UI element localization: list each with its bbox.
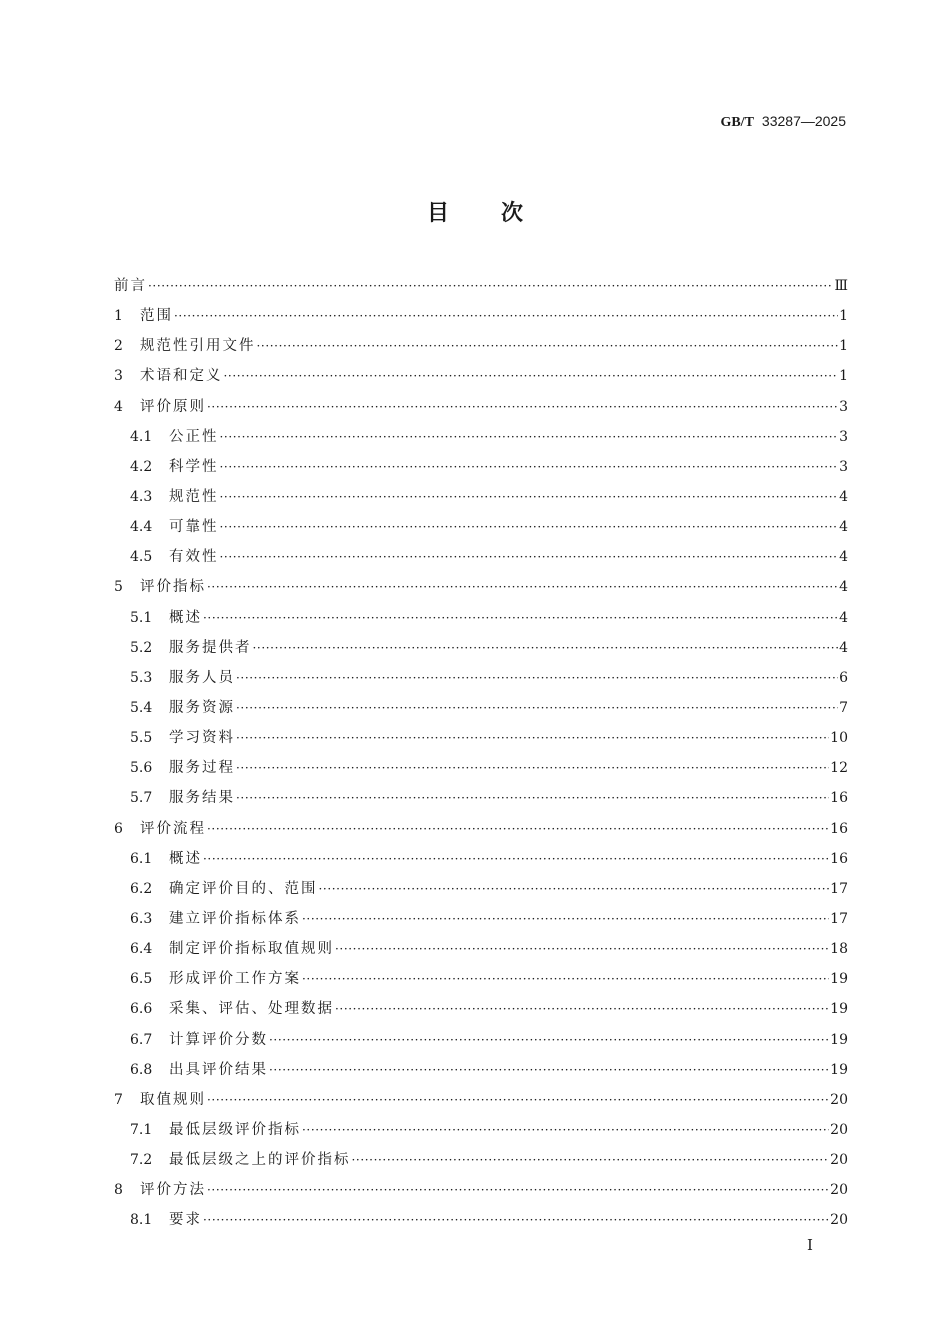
toc-entry-number: 7 [114, 1091, 123, 1108]
toc-dot-leader [236, 663, 838, 693]
toc-entry-label: 计算评价分数 [169, 1031, 268, 1048]
toc-entry-page: 7 [839, 699, 848, 716]
toc-entry-number: 8.1 [130, 1212, 153, 1229]
toc-entry[interactable] [114, 572, 848, 602]
toc-entry-label: 前言 [114, 278, 147, 294]
toc-entry[interactable] [114, 783, 848, 813]
toc-entry[interactable] [114, 392, 848, 422]
toc-entry-label: 有效性 [169, 549, 219, 566]
toc-entry-page: 16 [830, 790, 848, 807]
toc-entry[interactable] [114, 633, 848, 663]
toc-entry-number: 6.1 [130, 850, 153, 867]
toc-entry-label: 最低层级评价指标 [169, 1121, 301, 1138]
toc-entry-page: Ⅲ [834, 278, 848, 294]
toc-entry-label: 学习资料 [169, 730, 235, 747]
toc-dot-leader [302, 1115, 829, 1145]
toc-dot-leader [220, 512, 839, 542]
toc-dot-leader [203, 844, 829, 874]
toc-entry-page: 18 [830, 941, 848, 958]
toc-entry[interactable] [114, 331, 848, 361]
toc-entry-label: 服务人员 [169, 669, 235, 686]
toc-dot-leader [207, 1175, 829, 1205]
toc-entry[interactable] [114, 1145, 848, 1175]
standard-prefix: GB/T [720, 115, 754, 130]
page-number: Ⅰ [807, 1236, 813, 1254]
toc-entry-page: 4 [839, 488, 848, 505]
toc-entry-label: 采集、评估、处理数据 [169, 1001, 334, 1018]
toc-dot-leader [257, 331, 839, 361]
toc-entry-label: 制定评价指标取值规则 [169, 941, 334, 958]
toc-entry-page: 16 [830, 820, 848, 837]
toc-entry-number: 1 [114, 308, 123, 325]
table-of-contents [114, 271, 848, 1236]
toc-dot-leader [236, 753, 829, 783]
toc-entry-page: 4 [839, 519, 848, 536]
toc-entry[interactable] [114, 271, 848, 301]
toc-entry-label: 服务结果 [169, 790, 235, 807]
toc-entry-label: 规范性 [169, 488, 219, 505]
toc-entry-label: 评价指标 [140, 579, 206, 596]
toc-entry[interactable] [114, 934, 848, 964]
toc-entry-page: 3 [839, 398, 848, 415]
toc-dot-leader [352, 1145, 830, 1175]
toc-entry-label: 术语和定义 [140, 368, 223, 385]
toc-dot-leader [207, 814, 829, 844]
toc-entry-page: 17 [830, 880, 848, 897]
toc-entry-number: 4.3 [130, 488, 153, 505]
toc-entry-label: 规范性引用文件 [140, 338, 256, 355]
toc-entry[interactable] [114, 874, 848, 904]
toc-dot-leader [269, 1055, 829, 1085]
toc-entry-page: 20 [830, 1152, 848, 1169]
toc-entry-page: 3 [839, 428, 848, 445]
toc-entry-number: 5.3 [130, 669, 153, 686]
toc-entry-label: 评价原则 [140, 398, 206, 415]
toc-entry-label: 科学性 [169, 458, 219, 475]
toc-entry-label: 概述 [169, 609, 202, 626]
toc-dot-leader [207, 1085, 829, 1115]
toc-entry[interactable] [114, 301, 848, 331]
toc-entry-number: 6.7 [130, 1031, 153, 1048]
toc-entry-number: 4.5 [130, 549, 153, 566]
toc-entry-number: 6.5 [130, 971, 153, 988]
toc-entry-number: 6.2 [130, 880, 153, 897]
toc-entry[interactable] [114, 422, 848, 452]
toc-entry[interactable] [114, 904, 848, 934]
toc-entry[interactable] [114, 1025, 848, 1055]
toc-entry-label: 概述 [169, 850, 202, 867]
toc-entry-page: 19 [830, 1031, 848, 1048]
toc-entry-label: 最低层级之上的评价指标 [169, 1152, 351, 1169]
toc-entry-number: 5.6 [130, 760, 153, 777]
toc-dot-leader [253, 633, 839, 663]
toc-dot-leader [203, 1205, 829, 1235]
toc-dot-leader [224, 361, 839, 391]
toc-entry-page: 1 [839, 308, 848, 325]
toc-entry-label: 建立评价指标体系 [169, 910, 301, 927]
toc-entry[interactable] [114, 723, 848, 753]
toc-dot-leader [269, 1025, 829, 1055]
toc-entry-label: 服务资源 [169, 699, 235, 716]
toc-entry-number: 2 [114, 338, 123, 355]
toc-entry-page: 6 [839, 669, 848, 686]
toc-entry-number: 6 [114, 820, 123, 837]
toc-entry-number: 5.2 [130, 639, 153, 656]
toc-entry-page: 19 [830, 971, 848, 988]
toc-entry-label: 评价流程 [140, 820, 206, 837]
toc-dot-leader [207, 572, 838, 602]
toc-dot-leader [335, 934, 829, 964]
standard-code [720, 113, 846, 131]
toc-entry-number: 4.1 [130, 428, 153, 445]
toc-entry-page: 20 [830, 1212, 848, 1229]
toc-dot-leader [236, 783, 829, 813]
toc-dot-leader [220, 452, 839, 482]
toc-entry-page: 19 [830, 1061, 848, 1078]
toc-dot-leader [302, 964, 829, 994]
toc-entry-number: 6.6 [130, 1001, 153, 1018]
toc-entry[interactable] [114, 753, 848, 783]
toc-entry-number: 7.1 [130, 1121, 153, 1138]
toc-entry-page: 17 [830, 910, 848, 927]
toc-entry-page: 4 [839, 639, 848, 656]
toc-dot-leader [148, 271, 833, 301]
toc-dot-leader [319, 874, 830, 904]
toc-entry-page: 4 [839, 609, 848, 626]
toc-title: 目次 [426, 201, 575, 226]
toc-entry-label: 出具评价结果 [169, 1061, 268, 1078]
toc-entry-page: 19 [830, 1001, 848, 1018]
toc-entry[interactable] [114, 814, 848, 844]
toc-entry-page: 16 [830, 850, 848, 867]
toc-entry-number: 6.8 [130, 1061, 153, 1078]
toc-entry[interactable] [114, 1055, 848, 1085]
toc-entry[interactable] [114, 663, 848, 693]
toc-entry[interactable] [114, 1175, 848, 1205]
toc-entry-label: 可靠性 [169, 519, 219, 536]
toc-entry-label: 公正性 [169, 428, 219, 445]
toc-entry-label: 取值规则 [140, 1091, 206, 1108]
toc-entry-page: 1 [839, 338, 848, 355]
toc-entry-label: 评价方法 [140, 1182, 206, 1199]
toc-entry-label: 服务提供者 [169, 639, 252, 656]
toc-entry-page: 12 [830, 760, 848, 777]
toc-entry-label: 形成评价工作方案 [169, 971, 301, 988]
toc-dot-leader [207, 392, 838, 422]
toc-dot-leader [220, 422, 839, 452]
toc-entry-page: 10 [830, 730, 848, 747]
toc-entry-number: 5.7 [130, 790, 153, 807]
toc-entry-number: 5.1 [130, 609, 153, 626]
toc-entry-number: 8 [114, 1182, 123, 1199]
toc-entry-number: 5 [114, 579, 123, 596]
toc-entry-number: 3 [114, 368, 123, 385]
toc-entry-page: 4 [839, 549, 848, 566]
toc-entry-number: 5.4 [130, 699, 153, 716]
standard-number: 33287—2025 [761, 113, 846, 129]
toc-entry[interactable] [114, 512, 848, 542]
toc-entry[interactable] [114, 1085, 848, 1115]
toc-entry[interactable] [114, 964, 848, 994]
toc-entry-page: 20 [830, 1121, 848, 1138]
toc-entry-number: 7.2 [130, 1152, 153, 1169]
toc-entry-number: 6.4 [130, 941, 153, 958]
toc-entry-number: 5.5 [130, 730, 153, 747]
toc-entry[interactable] [114, 452, 848, 482]
toc-entry-number: 6.3 [130, 910, 153, 927]
toc-entry[interactable] [114, 482, 848, 512]
toc-entry-page: 1 [839, 368, 848, 385]
toc-entry-number: 4.4 [130, 519, 153, 536]
toc-entry-number: 4 [114, 398, 123, 415]
toc-dot-leader [236, 693, 838, 723]
toc-entry[interactable] [114, 542, 848, 572]
toc-entry-label: 确定评价目的、范围 [169, 880, 318, 897]
toc-dot-leader [220, 542, 839, 572]
toc-entry-page: 4 [839, 579, 848, 596]
toc-dot-leader [220, 482, 839, 512]
toc-entry-label: 范围 [140, 308, 173, 325]
toc-entry[interactable] [114, 603, 848, 633]
toc-entry-page: 3 [839, 458, 848, 475]
toc-dot-leader [203, 603, 838, 633]
toc-dot-leader [335, 994, 829, 1024]
toc-entry[interactable] [114, 1205, 848, 1235]
toc-dot-leader [174, 301, 838, 331]
toc-entry[interactable] [114, 844, 848, 874]
toc-entry-label: 服务过程 [169, 760, 235, 777]
toc-entry-label: 要求 [169, 1212, 202, 1229]
toc-dot-leader [236, 723, 829, 753]
toc-entry[interactable] [114, 994, 848, 1024]
toc-dot-leader [302, 904, 829, 934]
toc-entry[interactable] [114, 693, 848, 723]
toc-entry-page: 20 [830, 1091, 848, 1108]
toc-entry-page: 20 [830, 1182, 848, 1199]
toc-entry[interactable] [114, 1115, 848, 1145]
toc-entry-number: 4.2 [130, 458, 153, 475]
toc-entry[interactable] [114, 361, 848, 391]
